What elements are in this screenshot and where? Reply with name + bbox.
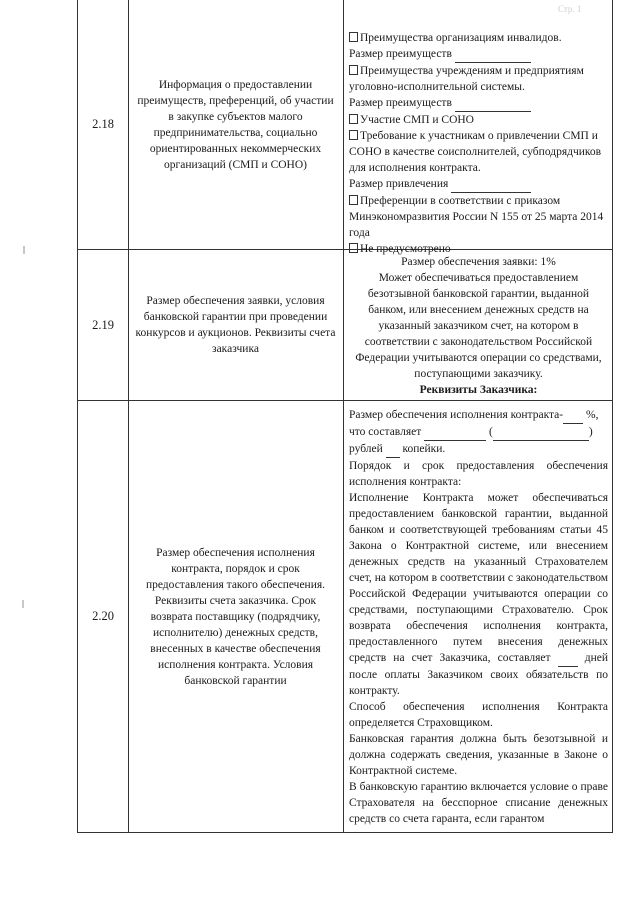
procedure-heading: Порядок и срок предоставления обеспечения исполнения контракта: bbox=[349, 460, 608, 488]
blank-field[interactable] bbox=[558, 650, 578, 667]
blank-field[interactable] bbox=[455, 46, 531, 63]
blank-field[interactable] bbox=[493, 424, 589, 441]
security-terms-end: дней после оплаты Заказчиком своих обязательств по контракту. bbox=[349, 652, 609, 697]
page-header-mark: Стр. 1 bbox=[558, 4, 582, 14]
text-fragment: копейки. bbox=[402, 443, 446, 455]
guarantee-requirement: Банковская гарантия должна быть безотзывной и должна содержать сведения, указанные в Законе о Контрактной системе. bbox=[349, 733, 608, 777]
row-details bbox=[345, 250, 612, 400]
blank-field[interactable] bbox=[424, 424, 486, 441]
checkbox[interactable] bbox=[349, 65, 358, 75]
guarantee-condition: В банковскую гарантию включается условие о праве Страхователя на бесспорное списание денежных средств со счета гаранта, если гарантом bbox=[349, 781, 608, 825]
table-row bbox=[78, 0, 612, 255]
security-terms: Исполнение Контракта может обеспечиваться предоставлением банковской гарантии, выданной банком и соответствующей требованиям статьи 45 Закона о Контрактной системе, или внесением денежных средств на указанный Страхователем счет, на котором в соответствии с законодательством Российской Федерации учитываются операции со средствами, поступающими Страхователю. Срок возврата обеспечения исполнения контракта, предоставленного путем внесения денежных средств на счет Заказчика, составляет bbox=[349, 492, 608, 664]
table-row bbox=[78, 401, 612, 832]
text-fragment: ( bbox=[488, 426, 493, 438]
field-label: Размер преимуществ bbox=[349, 97, 452, 109]
deposit-size: Размер обеспечения заявки: 1% bbox=[401, 256, 556, 268]
checkbox[interactable] bbox=[349, 114, 358, 124]
scan-mark bbox=[22, 600, 24, 608]
blank-field[interactable] bbox=[563, 407, 583, 424]
text-fragment: Размер обеспечения исполнения контракта- bbox=[349, 409, 564, 421]
option-label: Участие СМП и СОНО bbox=[360, 114, 474, 126]
field-label: Размер преимуществ bbox=[349, 48, 452, 60]
customer-details-heading: Реквизиты Заказчика: bbox=[419, 384, 538, 396]
scan-mark bbox=[23, 246, 25, 254]
option-label: Преимущества учреждениям и предприятиям уголовно-исполнительной системы. bbox=[349, 65, 584, 93]
option-label: Преимущества организациям инвалидов. bbox=[360, 32, 562, 44]
option-label: Преференции в соответствии с приказом Минэкономразвития России N 155 от 25 марта 2014 года bbox=[349, 195, 604, 239]
row-number: 2.20 bbox=[78, 401, 129, 832]
blank-field[interactable] bbox=[386, 441, 400, 458]
row-number: 2.18 bbox=[78, 0, 129, 249]
text-fragment: что составляет bbox=[349, 426, 422, 438]
requirements-table bbox=[77, 0, 613, 833]
row-number: 2.19 bbox=[78, 250, 129, 400]
security-method: Способ обеспечения исполнения Контракта определяется Страховщиком. bbox=[349, 701, 608, 729]
field-label: Размер привлечения bbox=[349, 178, 449, 190]
option-label: Не предусмотрено bbox=[360, 243, 451, 255]
row-description: Размер обеспечения исполнения контракта, порядок и срок предоставления такого обеспечения. Реквизиты счета заказчика. Срок возврата поставщику (подрядчику, исполнителю) денежных средств, внесенных в качестве обеспечения исполнения контракта. Условия банковской гарантии bbox=[128, 401, 344, 832]
row-details bbox=[345, 0, 612, 255]
checkbox[interactable] bbox=[349, 130, 358, 140]
row-details bbox=[345, 401, 612, 832]
guarantee-terms: Может обеспечиваться предоставлением безотзывной банковской гарантии, выданной банком, или внесением денежных средств на указанный заказчиком счет, на котором в соответствии с законодательством Российской Федерации учитываются операции со средствами, поступающими заказчику. bbox=[355, 272, 602, 380]
table-row bbox=[78, 250, 612, 401]
row-description: Информация о предоставлении преимуществ, преференций, об участии в закупке субъектов малого предпринимательства, социально ориентированных некоммерческих организаций (СМП и СОНО) bbox=[128, 0, 344, 249]
option-label: Требование к участникам о привлечении СМП и СОНО в качестве соисполнителей, субподрядчиков для исполнения контракта. bbox=[349, 130, 602, 174]
row-description: Размер обеспечения заявки, условия банковской гарантии при проведении конкурсов и аукционов. Реквизиты счета заказчика bbox=[128, 250, 344, 400]
text-fragment: ) bbox=[588, 426, 593, 438]
blank-field[interactable] bbox=[455, 95, 531, 112]
checkbox[interactable] bbox=[349, 195, 358, 205]
text-fragment: рублей bbox=[349, 443, 383, 455]
text-fragment: %, bbox=[585, 409, 599, 421]
checkbox[interactable] bbox=[349, 32, 358, 42]
blank-field[interactable] bbox=[451, 176, 531, 193]
